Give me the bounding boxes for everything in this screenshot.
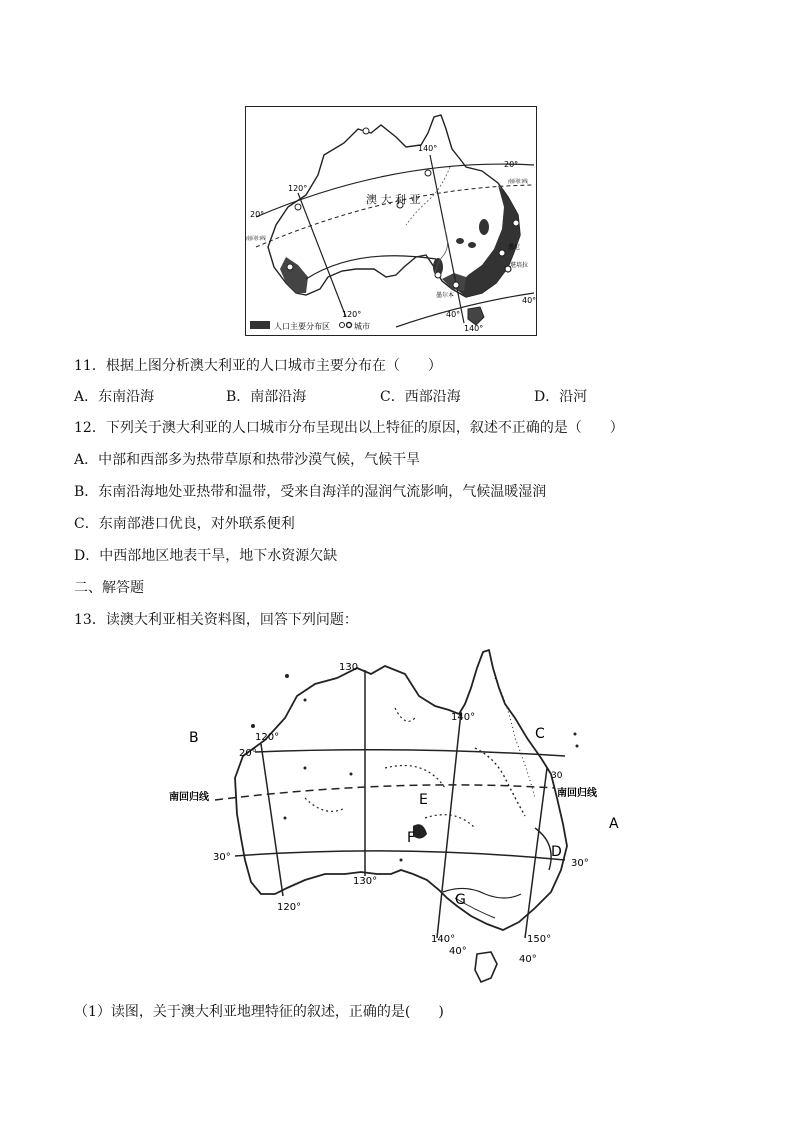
map2-lon-140-bottom: 140° [431, 934, 456, 945]
population-map [245, 106, 537, 336]
map1-lat-20: 20° [250, 210, 265, 219]
pop-area-inland-1 [479, 219, 489, 235]
map2-island-2 [304, 699, 307, 702]
map1-lat-20-right: 20° [504, 160, 519, 169]
map2-island-1 [285, 674, 289, 678]
map1-lat-40-right: 40° [522, 296, 536, 305]
map1-country-label: 澳 大 利 亚 [366, 193, 421, 206]
map2-label-G: G [455, 892, 466, 908]
map2-outline [235, 650, 567, 930]
map2-lon-150-bottom: 150° [527, 934, 552, 945]
city-darwin [363, 128, 369, 134]
map2-island-8 [284, 817, 287, 820]
legend-city-label: 城市 [354, 322, 370, 331]
q12-option-d[interactable]: D．中西部地区地表干旱，地下水资源欠缺 [74, 548, 338, 564]
map2-dotted-3 [305, 798, 345, 811]
map2-label-E: E [419, 792, 428, 808]
map2-label-A: A [609, 816, 619, 832]
map1-tropic-left: 南回归线 [246, 236, 267, 242]
australia-resource-map [165, 648, 635, 994]
map2-island-4 [574, 733, 577, 736]
map2-tropic [215, 785, 555, 800]
population-map-svg [246, 107, 536, 335]
map2-lake-eyre [413, 824, 427, 838]
map2-lon-130-bottom: 130° [353, 876, 378, 887]
map1-tropic-right: 南回归线 [508, 179, 529, 185]
city-melbourne [453, 282, 459, 288]
q12-option-c[interactable]: C．东南部港口优良，对外联系便利 [74, 516, 295, 532]
map1-city-melbourne: 墨尔本 [436, 292, 455, 299]
map2-tasmania [475, 952, 497, 982]
q11-stem: 11．根据上图分析澳大利亚的人口城市主要分布在（ ） [74, 358, 442, 374]
lat-40-line [396, 293, 534, 327]
tasmania [468, 307, 484, 325]
q11-option-b[interactable]: B．南部沿海 [226, 389, 307, 405]
map1-lon-140: 140° [418, 144, 438, 153]
map2-island-5 [576, 745, 579, 748]
city-adelaide [435, 272, 441, 278]
map2-label-F: F [407, 830, 416, 846]
q11-option-c[interactable]: C．西部沿海 [380, 389, 461, 405]
map2-mountain-d [535, 828, 551, 870]
q11-option-a[interactable]: A．东南沿海 [74, 389, 155, 405]
map2-lat-30-left: 30° [213, 852, 231, 863]
map2-lat-40-b: 40° [519, 954, 537, 965]
map1-city-canberra: 堪培拉 [510, 262, 529, 269]
pop-area-inland-3 [468, 242, 476, 248]
q13-sub1: （1）读图，关于澳大利亚地理特征的叙述，正确的是( ) [74, 1004, 444, 1020]
lon-120-line [298, 193, 346, 317]
legend-city-circle [340, 323, 345, 328]
map2-lon-130-top: 130 [339, 662, 359, 673]
map2-dotted-4 [395, 708, 415, 721]
city-perth [287, 264, 293, 270]
q13-stem: 13．读澳大利亚相关资料图，回答下列问题： [74, 612, 358, 628]
legend-pop-swatch [250, 321, 270, 329]
map2-island-9 [400, 859, 403, 862]
map2-lon-150 [525, 768, 547, 938]
map1-lon-140-bottom: 140° [464, 324, 484, 333]
q11-option-d[interactable]: D．沿河 [534, 389, 588, 405]
pop-area-east [456, 185, 520, 297]
section-heading: 二、解答题 [74, 580, 144, 596]
map2-lat-20 [255, 750, 565, 756]
legend-capital-circle [347, 323, 352, 328]
map2-lat-30-small: 30 [551, 771, 563, 781]
map2-lat-30 [235, 851, 565, 860]
pop-area-southwest [280, 257, 308, 293]
map2-lat-40-a: 40° [449, 946, 467, 957]
map2-lon-120-bottom: 120° [277, 902, 302, 913]
map2-lon-140-top: 140° [451, 712, 476, 723]
map2-dotted-1 [475, 748, 525, 816]
map2-island-6 [304, 767, 307, 770]
australia-resource-map-svg [165, 648, 635, 994]
map1-lon-120-bottom: 120° [342, 310, 362, 319]
map1-city-sydney: 悉尼 [508, 244, 521, 251]
city-sydney [499, 250, 505, 256]
map2-lat-20-left: 20° [239, 748, 257, 759]
map2-lat-30-right: 30° [571, 858, 589, 869]
map2-tropic-right: 南回归线 [557, 788, 597, 799]
map2-great-divide [495, 678, 535, 798]
map2-lon-120 [261, 744, 283, 896]
city-port-hedland [295, 204, 301, 210]
map2-lon-120-top: 120° [255, 732, 280, 743]
map2-label-B: B [189, 730, 199, 746]
map2-island-3 [251, 724, 255, 728]
q12-option-b[interactable]: B．东南沿海地处亚热带和温带，受来自海洋的湿润气流影响，气候温暖湿润 [74, 484, 547, 500]
q12-stem: 12．下列关于澳大利亚的人口城市分布呈现出以上特征的原因，叙述不正确的是（ ） [74, 420, 624, 436]
railway [306, 256, 436, 279]
city-brisbane [513, 220, 519, 226]
map2-island-7 [350, 773, 353, 776]
map2-tropic-left: 南回归线 [169, 792, 209, 803]
map1-lon-120: 120° [288, 184, 308, 193]
map2-label-C: C [535, 726, 545, 742]
q12-option-a[interactable]: A．中部和西部多为热带草原和热带沙漠气候，气候干旱 [74, 452, 421, 468]
legend-pop-label: 人口主要分布区 [274, 322, 330, 331]
map1-lat-40: 40° [446, 310, 461, 319]
city-townsville [425, 170, 431, 176]
map2-label-D: D [551, 844, 562, 860]
pop-area-inland-2 [456, 238, 464, 244]
